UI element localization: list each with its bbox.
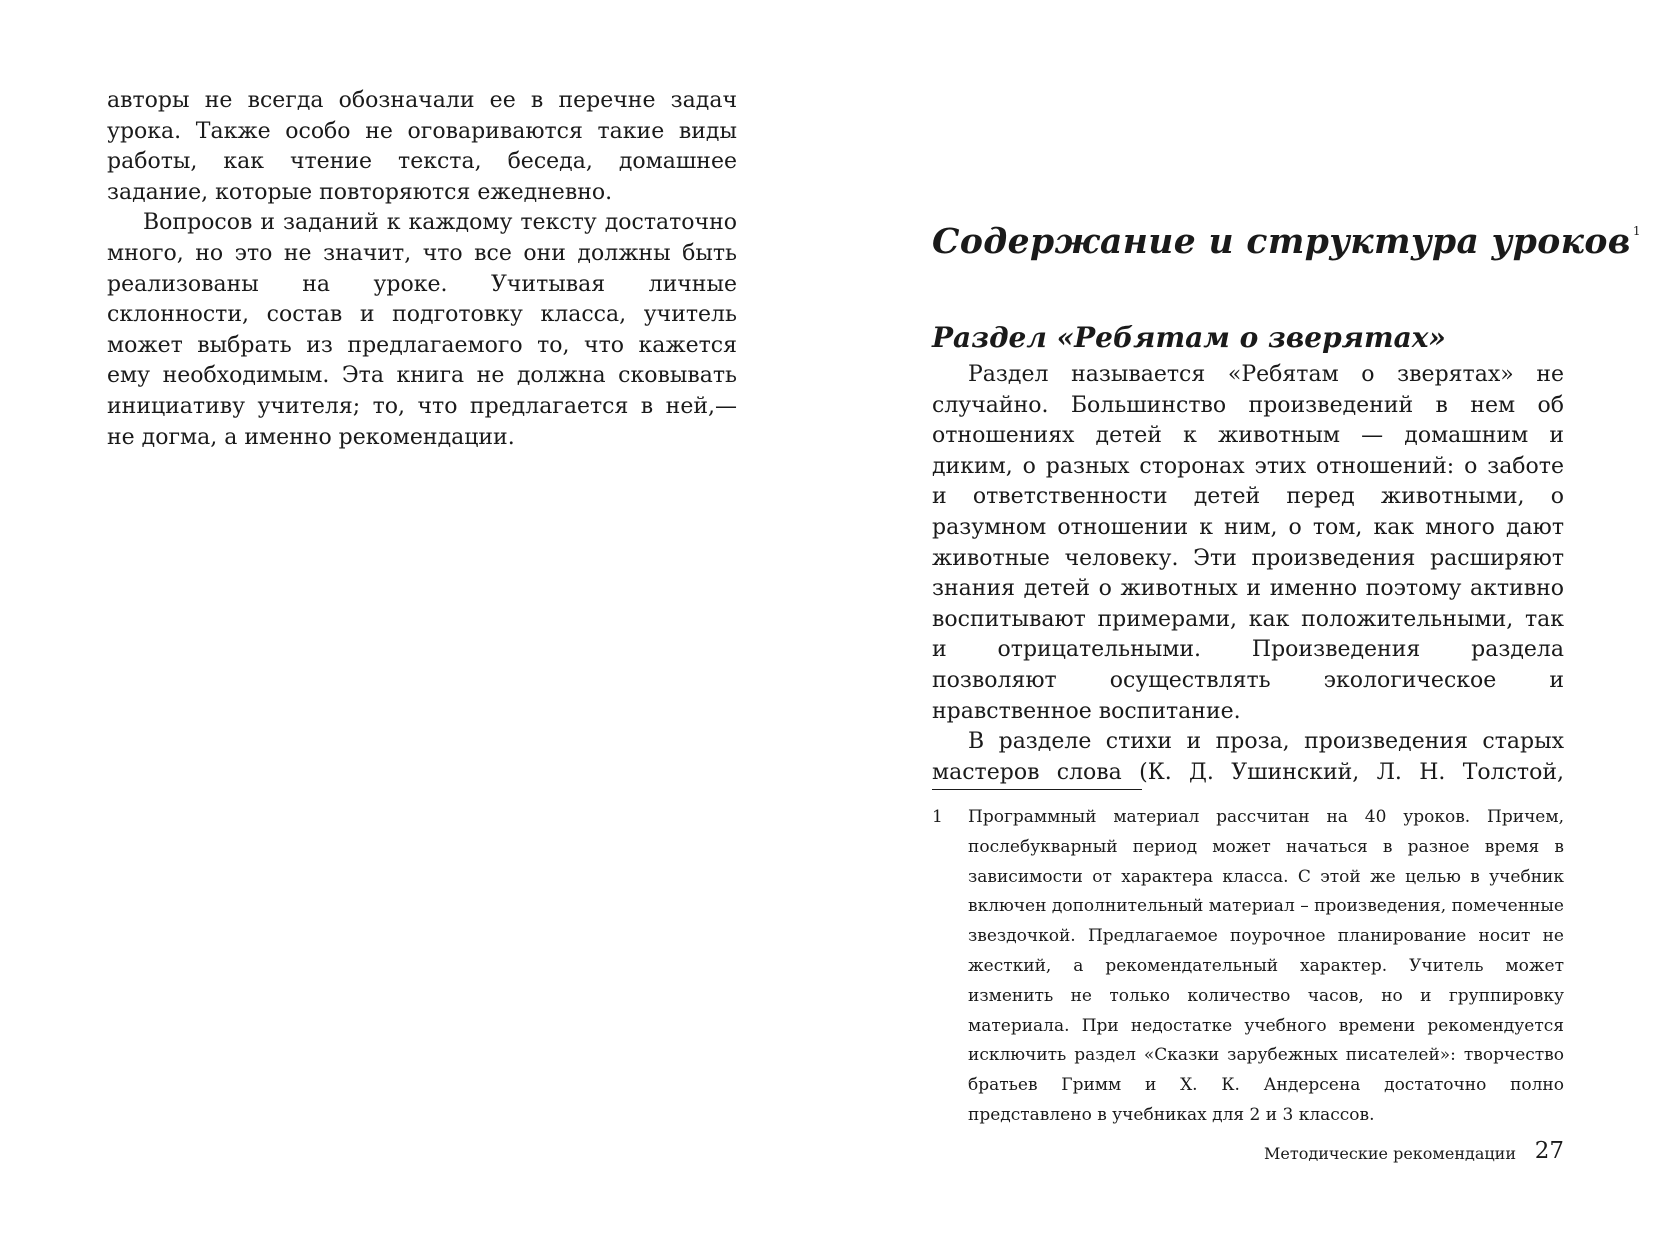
footnote-reference: 1 [1632, 223, 1641, 238]
footnote-number: 1 [932, 807, 943, 827]
left-page [107, 86, 737, 453]
running-footer-label: Методические рекомендации [1264, 1144, 1517, 1163]
chapter-title-text: Содержание и структура уроков [932, 222, 1631, 262]
section-body [932, 360, 1564, 788]
footnote-divider [932, 789, 1142, 790]
running-footer [1264, 1138, 1564, 1168]
body-paragraph: Вопросов и заданий к каждому тексту достаточно много, но это не значит, что все они должны быть реализованы на уроке. Учитывая личные склонности, состав и подготовку класса, учитель может выбрать из предлагаемого то, что кажется ему необходимым. Эта книга не должна сковывать инициативу учителя; то, что предлагается в ней,— не догма, а именно рекомендации. [107, 210, 737, 450]
section-title: Раздел «Ребятам о зверятах» [932, 321, 1446, 354]
page-number: 27 [1534, 1138, 1564, 1164]
body-paragraph: авторы не всегда обозначали ее в перечне задач урока. Также особо не оговариваются такие виды работы, как чтение текста, беседа, домашнее задание, которые повторяются ежедневно. [107, 88, 737, 205]
footnote [932, 803, 1564, 1131]
body-paragraph: Раздел называется «Ребятам о зверятах» не случайно. Большинство произведений в нем об отношениях детей к животным — домашним и диким, о разных сторонах этих отношений: о заботе и ответственности детей перед животными, о разумном отношении к ним, о том, как много дают животные человеку. Эти произведения расширяют знания детей о животных и именно поэтому активно воспитывают примерами, как положительными, так и отрицательными. Произведения раздела позволяют осуществлять экологическое и нравственное воспитание. [932, 362, 1564, 724]
body-paragraph: В разделе стихи и проза, произведения старых мастеров слова (К. Д. Ушинский, Л. Н. Толстой, [932, 729, 1564, 785]
footnote-text: Программный материал рассчитан на 40 уроков. Причем, послебукварный период может начаться в разное время в зависимости от характера класса. С этой же целью в учебник включен дополнительный материал – произведения, помеченные звездочкой. Предлагаемое поурочное планирование носит не жесткий, а рекомендательный характер. Учитель может изменить не только количество часов, но и группировку материала. При недостатке учебного времени рекомендуется исключить раздел «Сказки зарубежных писателей»: творчество братьев Гримм и Х. К. Андерсена достаточно полно представлено в учебниках для 2 и 3 классов. [968, 807, 1564, 1125]
chapter-title [932, 222, 1641, 262]
